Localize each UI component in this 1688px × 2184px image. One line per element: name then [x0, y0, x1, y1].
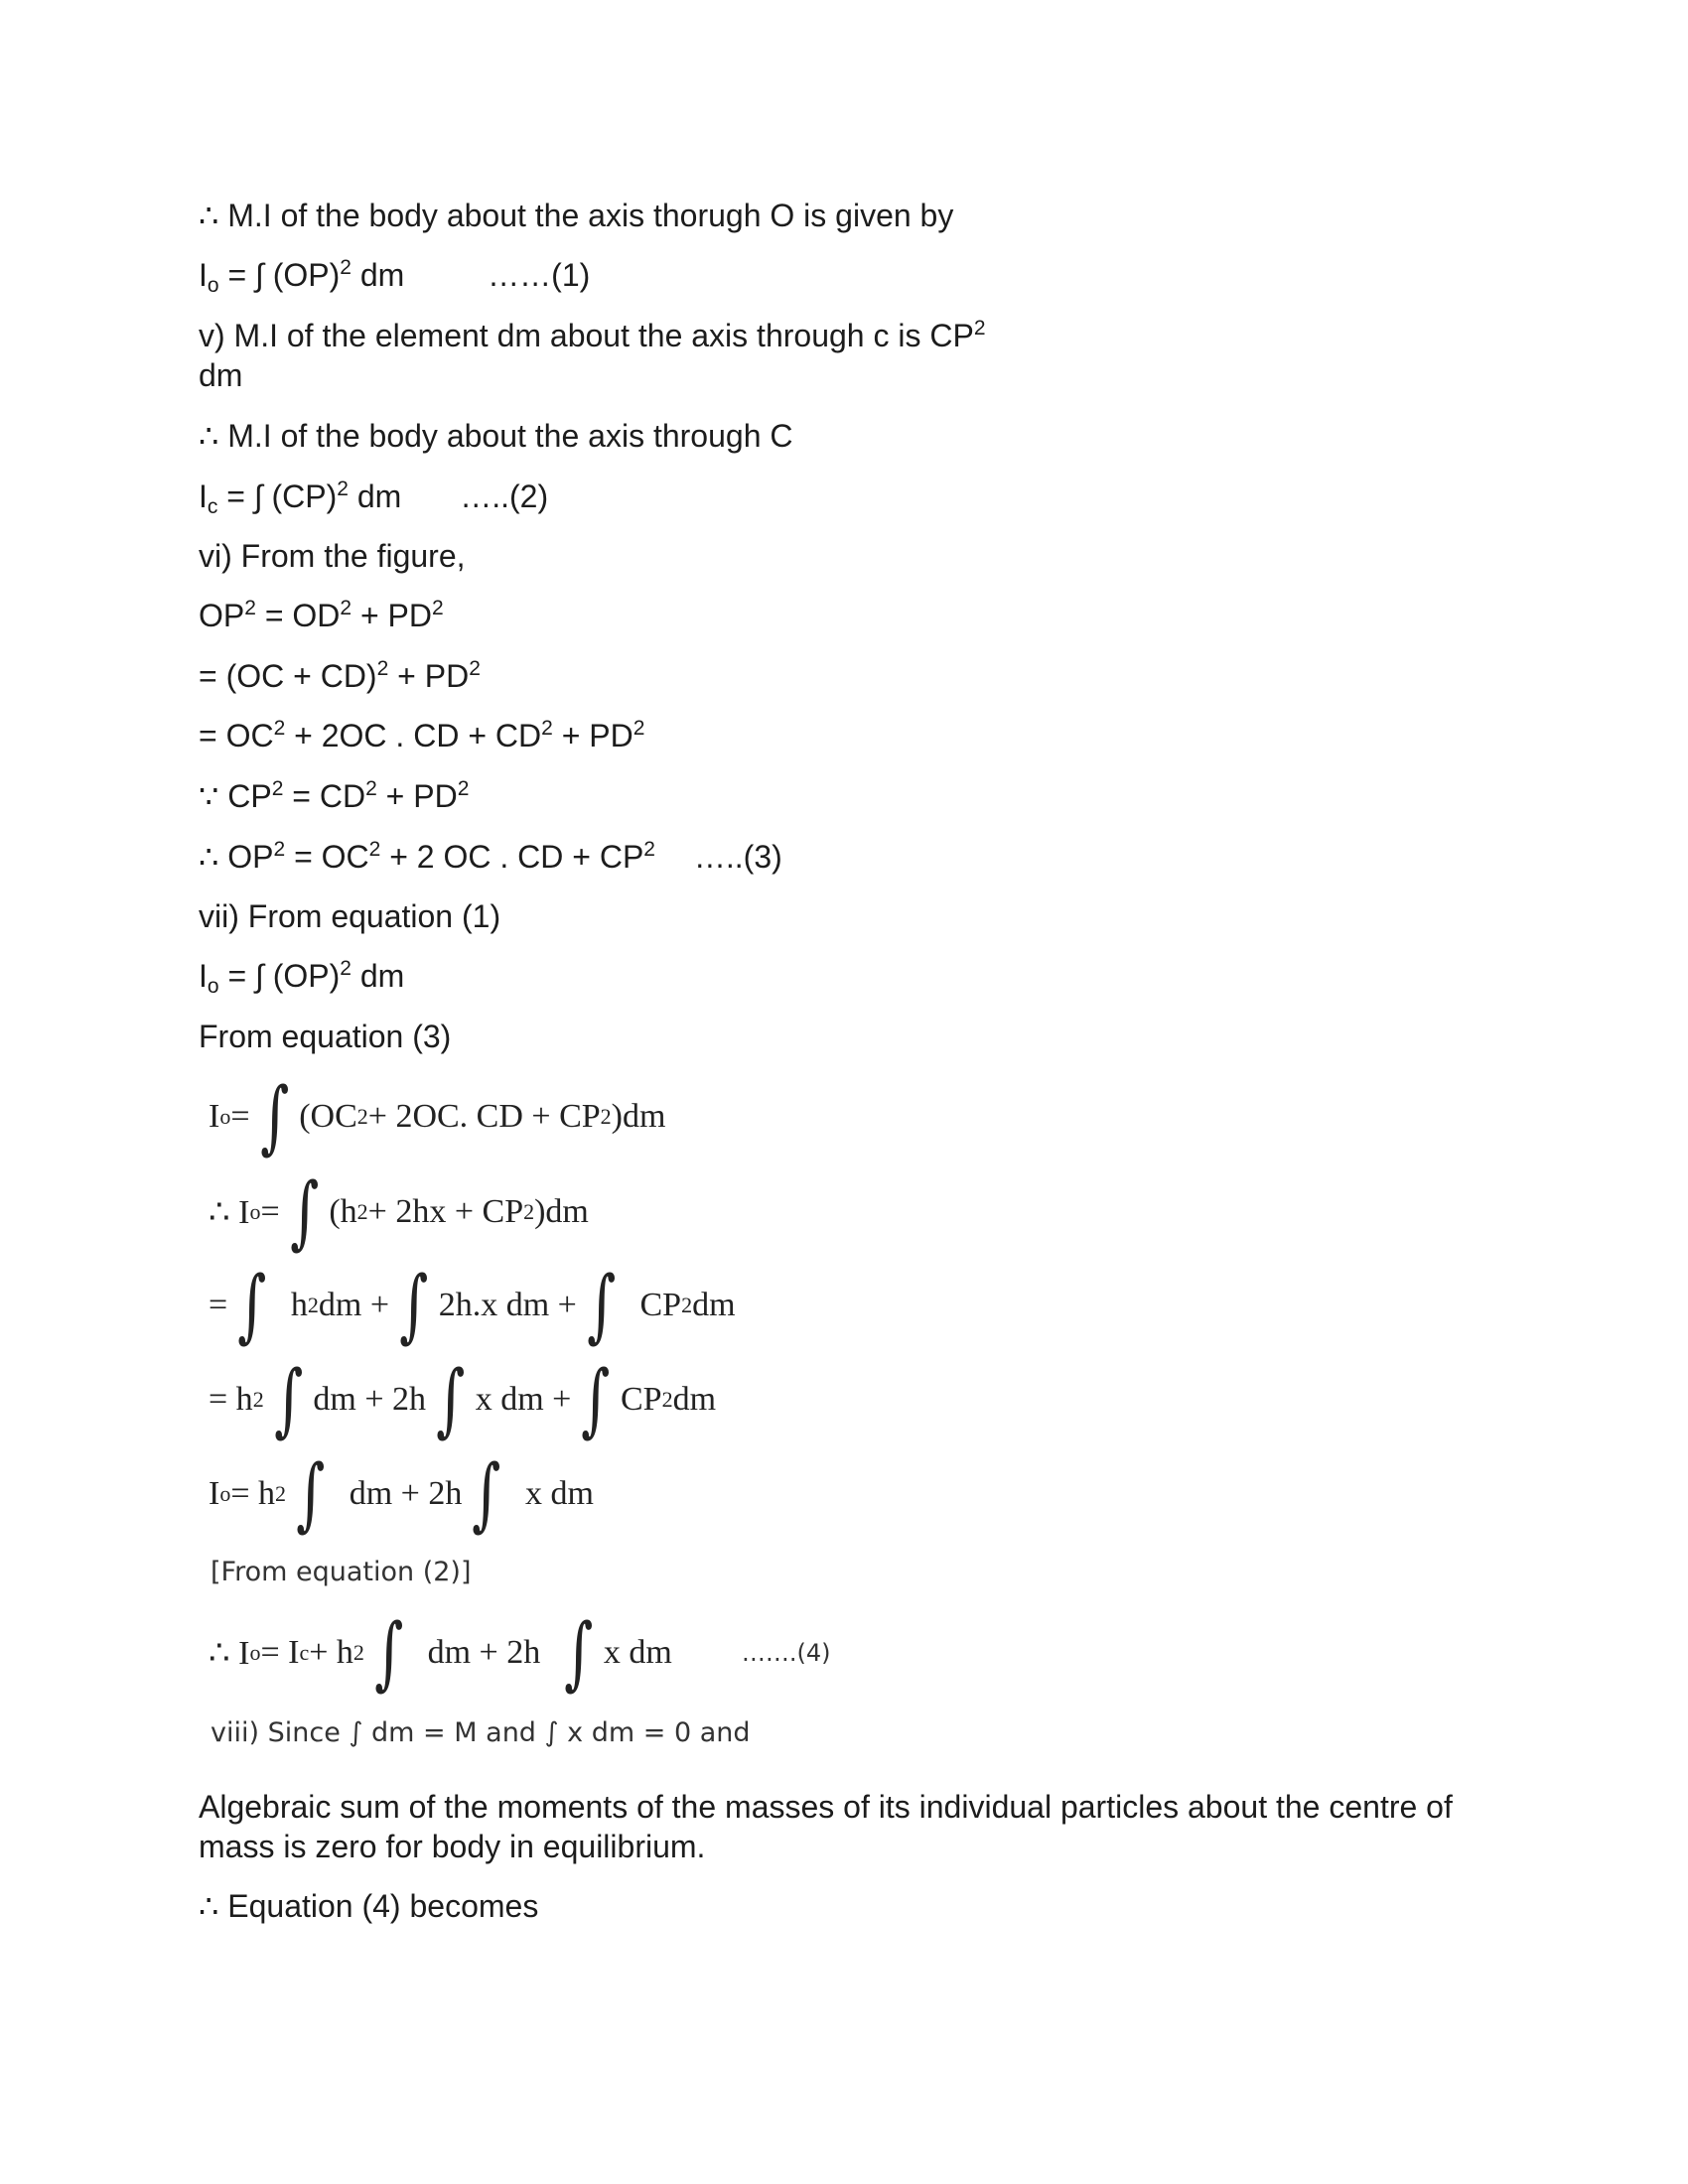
text-line: vi) From the figure,	[199, 538, 466, 574]
equation-line: $I_o$ = ∫ (OP)$^2$ dm	[199, 957, 405, 998]
equation-number: …..(2)	[460, 478, 549, 514]
integral-icon: ∫	[472, 1447, 501, 1540]
math-equation-3: = ∫ h 2 dm + ∫ 2h.x dm + ∫ CP 2 dm	[209, 1259, 736, 1351]
math-equation-1: I o = ∫ (OC 2 + 2OC. CD + CP 2 )dm	[209, 1070, 666, 1162]
equation-note: viii) Since ∫ dm = M and ∫ x dm = 0 and	[211, 1717, 751, 1748]
text-line: ∴ M.I of the body about the axis thorugh O is given by	[199, 198, 954, 233]
integral-icon: ∫	[587, 1259, 617, 1351]
integral-icon: ∫	[289, 1165, 320, 1258]
text-line: ∴ M.I of the body about the axis through C	[199, 418, 793, 454]
integral-icon: ∫	[273, 1353, 304, 1445]
equation-number: ……(1)	[488, 257, 591, 293]
equation-number: …..(3)	[693, 839, 782, 875]
math-equation-6: ∴ I o = I c + h 2 ∫ dm + 2h ∫ x dm …….(4)	[209, 1606, 831, 1699]
integral-icon: ∫	[237, 1259, 267, 1351]
equation-note: [From equation (2)]	[211, 1557, 472, 1587]
equation-line: ∴ $OP^2 = OC^2 + 2$ OC . CD + $CP^2$ …..(3)	[199, 838, 782, 875]
integral-icon: ∫	[374, 1606, 404, 1699]
equation-line: $I_o$ = ∫ (OP)$^2$ dm ……(1)	[199, 256, 591, 297]
equation-line: = $(OC + CD)^2 + PD^2$	[199, 657, 481, 694]
equation-line: $OP^2 = OD^2 + PD^2$	[199, 597, 444, 633]
math-equation-5: I o = h 2 ∫ dm + 2h ∫ x dm	[209, 1447, 594, 1540]
integral-icon: ∫	[564, 1606, 594, 1699]
integral-icon: ∫	[399, 1259, 429, 1351]
equation-line: $I_c$ = ∫ (CP)$^2$ dm …..(2)	[199, 478, 549, 518]
paragraph: Algebraic sum of the moments of the masses of its individual particles about the centre of mass is zero for body in equilibrium.	[199, 1789, 1453, 1864]
math-equation-4: = h 2 ∫ dm + 2h ∫ x dm + ∫ CP 2 dm	[209, 1353, 717, 1445]
text-line: From equation (3)	[199, 1019, 452, 1054]
text-line: ∴ Equation (4) becomes	[199, 1888, 539, 1924]
equation-line: ∵ $CP^2 = CD^2 + PD^2$	[199, 777, 470, 814]
integral-icon: ∫	[296, 1447, 326, 1540]
text-line: v) M.I of the element dm about the axis through c is $CP^2$ dm	[199, 317, 986, 393]
text-line: vii) From equation (1)	[199, 898, 501, 934]
integral-icon: ∫	[581, 1353, 611, 1445]
integral-icon: ∫	[259, 1070, 289, 1162]
equation-number: …….(4)	[741, 1639, 831, 1667]
equation-line: = $OC^2 + 2OC$ . CD + $CD^2 + PD^2$	[199, 717, 645, 753]
math-equation-2: ∴ I o = ∫ (h 2 + 2hx + CP 2 )dm	[209, 1165, 589, 1258]
integral-icon: ∫	[436, 1353, 466, 1445]
